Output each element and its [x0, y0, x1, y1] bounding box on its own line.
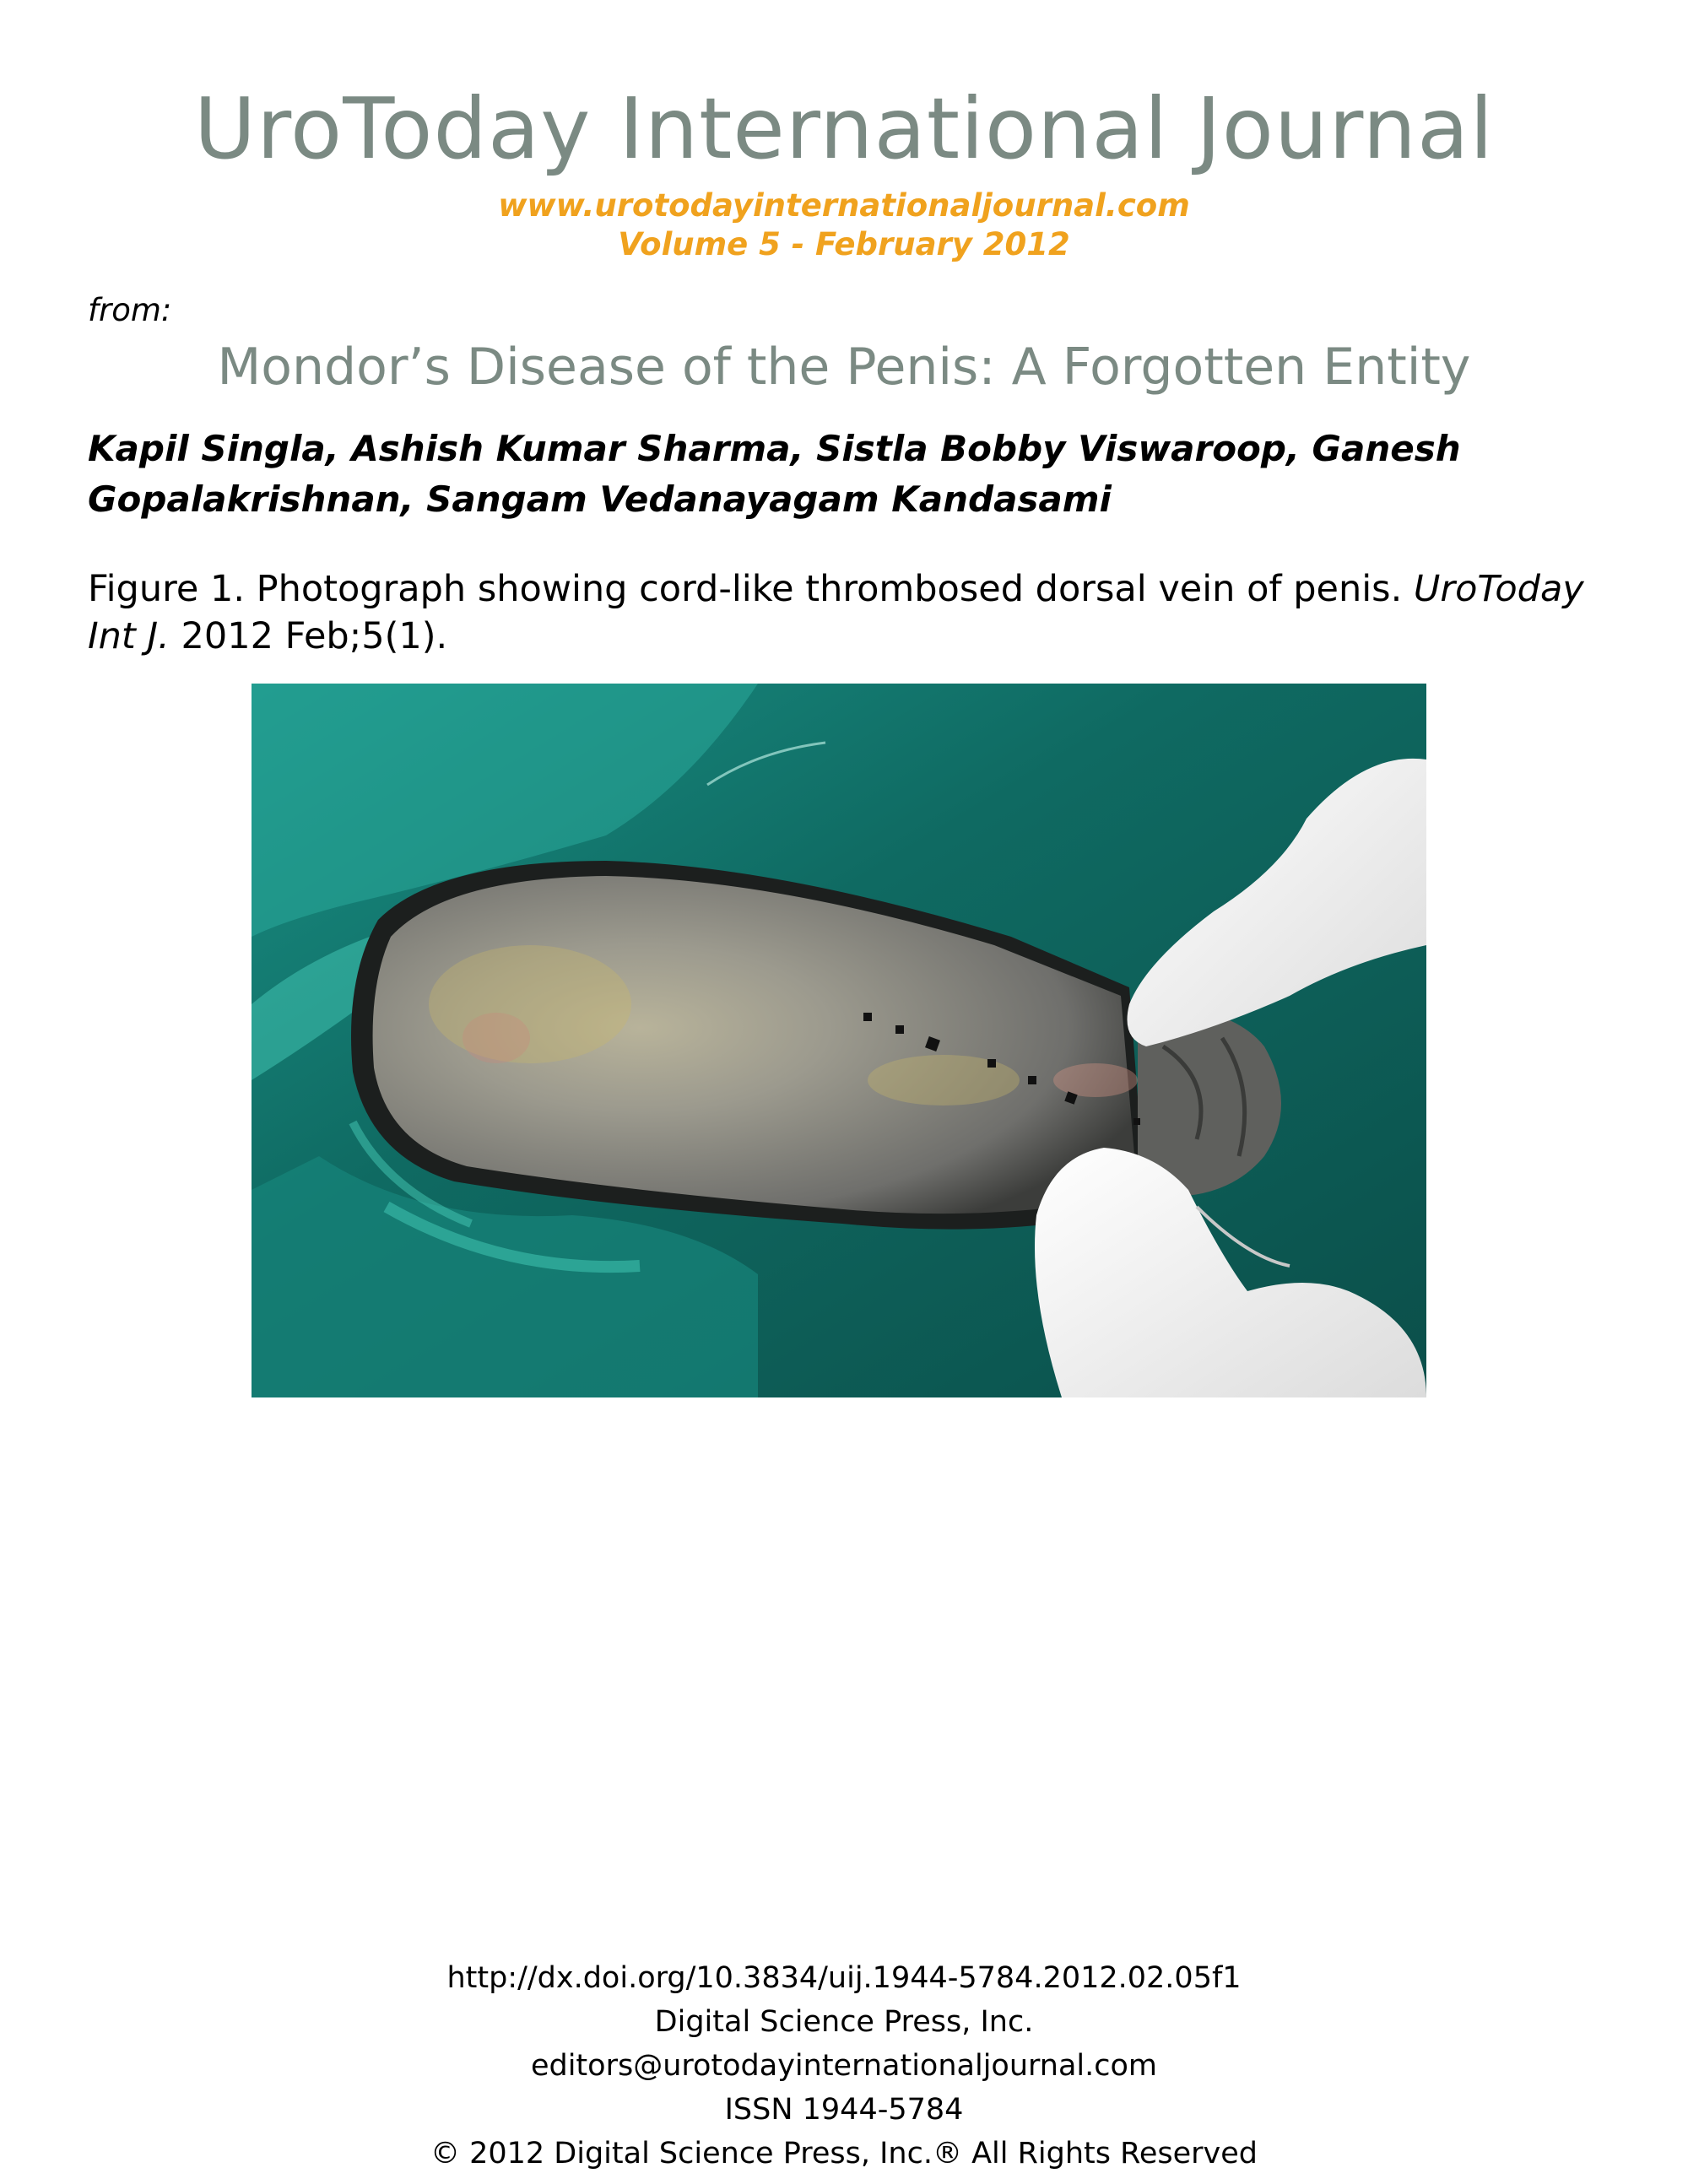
publisher-name: Digital Science Press, Inc.: [654, 2005, 1034, 2039]
article-title: Mondor’s Disease of the Penis: A Forgotten Entity: [217, 338, 1471, 397]
caption-text: Figure 1. Photograph showing cord-like thrombosed dorsal vein of penis.: [88, 568, 1414, 610]
journal-url[interactable]: www.urotodayinternationaljournal.com: [498, 187, 1190, 224]
from-label: from:: [88, 292, 172, 328]
footer: [0, 1956, 1688, 2176]
caption-citation: 2012 Feb;5(1).: [169, 615, 448, 657]
journal-title: UroToday International Journal: [193, 79, 1495, 178]
issn: ISSN 1944-5784: [724, 2093, 964, 2127]
author-line-1: Kapil Singla, Ashish Kumar Sharma, Sistla Bobby Viswaroop, Ganesh: [88, 428, 1461, 469]
figure-caption: [88, 565, 1607, 660]
copyright: © 2012 Digital Science Press, Inc.® All Rights Reserved: [430, 2137, 1258, 2170]
author-list: [88, 424, 1590, 525]
journal-volume: Volume 5 - February 2012: [618, 226, 1070, 262]
clinical-photograph: [252, 684, 1426, 1397]
doi-link[interactable]: http://dx.doi.org/10.3834/uij.1944-5784.2012.02.05f1: [446, 1961, 1242, 1995]
author-line-2: Gopalakrishnan, Sangam Vedanayagam Kandasami: [88, 478, 1112, 520]
editor-email[interactable]: editors@urotodayinternationaljournal.com: [530, 2049, 1158, 2083]
caption-journal: UroToday Int J.: [88, 568, 1584, 657]
